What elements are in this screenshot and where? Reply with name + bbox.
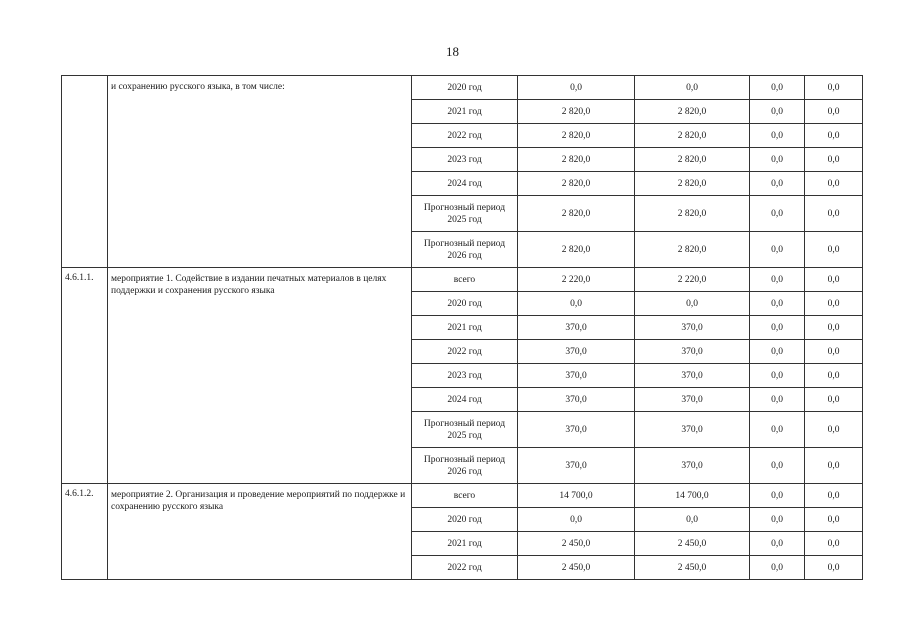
amount-cell: 14 700,0	[518, 484, 635, 508]
amount-cell: 370,0	[518, 448, 635, 484]
amount-cell: 370,0	[518, 316, 635, 340]
amount-cell: 0,0	[750, 268, 805, 292]
amount-cell: 0,0	[750, 76, 805, 100]
item-number	[62, 76, 108, 268]
period-cell: 2022 год	[412, 340, 518, 364]
period-cell: 2022 год	[412, 556, 518, 580]
amount-cell: 0,0	[805, 484, 863, 508]
period-cell: всего	[412, 268, 518, 292]
amount-cell: 0,0	[750, 412, 805, 448]
period-cell: 2020 год	[412, 508, 518, 532]
table-row	[62, 484, 863, 508]
amount-cell: 0,0	[805, 100, 863, 124]
amount-cell: 2 820,0	[518, 232, 635, 268]
amount-cell: 370,0	[518, 340, 635, 364]
amount-cell: 2 450,0	[635, 532, 750, 556]
amount-cell: 0,0	[750, 100, 805, 124]
amount-cell: 0,0	[805, 448, 863, 484]
period-cell: 2024 год	[412, 172, 518, 196]
period-cell: 2020 год	[412, 76, 518, 100]
amount-cell: 0,0	[750, 292, 805, 316]
item-number: 4.6.1.1.	[62, 268, 108, 484]
amount-cell: 0,0	[750, 364, 805, 388]
amount-cell: 370,0	[635, 340, 750, 364]
amount-cell: 370,0	[635, 364, 750, 388]
amount-cell: 370,0	[635, 448, 750, 484]
amount-cell: 370,0	[518, 364, 635, 388]
amount-cell: 370,0	[518, 388, 635, 412]
amount-cell: 0,0	[805, 532, 863, 556]
budget-table	[61, 75, 863, 580]
amount-cell: 0,0	[805, 364, 863, 388]
item-description: и сохранению русского языка, в том числе:	[108, 76, 412, 268]
period-cell: 2023 год	[412, 364, 518, 388]
amount-cell: 370,0	[635, 412, 750, 448]
amount-cell: 0,0	[750, 532, 805, 556]
item-description: мероприятие 1. Содействие в издании печатных материалов в целях поддержки и сохранения русского языка	[108, 268, 412, 484]
amount-cell: 14 700,0	[635, 484, 750, 508]
amount-cell: 2 820,0	[518, 196, 635, 232]
period-cell: 2022 год	[412, 124, 518, 148]
amount-cell: 0,0	[750, 448, 805, 484]
amount-cell: 0,0	[750, 148, 805, 172]
amount-cell: 0,0	[805, 268, 863, 292]
period-cell: Прогнозный период 2025 год	[412, 196, 518, 232]
period-cell: Прогнозный период 2026 год	[412, 448, 518, 484]
amount-cell: 2 820,0	[635, 232, 750, 268]
page-number: 18	[446, 44, 459, 59]
amount-cell: 2 820,0	[518, 148, 635, 172]
amount-cell: 0,0	[518, 292, 635, 316]
amount-cell: 0,0	[750, 316, 805, 340]
amount-cell: 2 820,0	[635, 100, 750, 124]
amount-cell: 0,0	[635, 292, 750, 316]
table-row	[62, 76, 863, 100]
amount-cell: 2 820,0	[518, 172, 635, 196]
item-description: мероприятие 2. Организация и проведение мероприятий по поддержке и сохранению русского языка	[108, 484, 412, 580]
amount-cell: 0,0	[750, 196, 805, 232]
amount-cell: 0,0	[750, 556, 805, 580]
amount-cell: 370,0	[518, 412, 635, 448]
item-number: 4.6.1.2.	[62, 484, 108, 580]
amount-cell: 370,0	[635, 316, 750, 340]
amount-cell: 0,0	[750, 484, 805, 508]
amount-cell: 2 450,0	[518, 556, 635, 580]
amount-cell: 2 820,0	[518, 100, 635, 124]
amount-cell: 2 820,0	[635, 196, 750, 232]
amount-cell: 2 820,0	[518, 124, 635, 148]
amount-cell: 0,0	[805, 124, 863, 148]
amount-cell: 2 820,0	[635, 148, 750, 172]
amount-cell: 0,0	[518, 76, 635, 100]
amount-cell: 0,0	[805, 172, 863, 196]
amount-cell: 0,0	[805, 388, 863, 412]
period-cell: Прогнозный период 2025 год	[412, 412, 518, 448]
amount-cell: 0,0	[805, 508, 863, 532]
period-cell: 2024 год	[412, 388, 518, 412]
amount-cell: 0,0	[805, 556, 863, 580]
amount-cell: 0,0	[805, 196, 863, 232]
period-cell: Прогнозный период 2026 год	[412, 232, 518, 268]
amount-cell: 2 220,0	[635, 268, 750, 292]
amount-cell: 0,0	[750, 124, 805, 148]
amount-cell: 0,0	[750, 232, 805, 268]
amount-cell: 0,0	[750, 340, 805, 364]
amount-cell: 370,0	[635, 388, 750, 412]
amount-cell: 0,0	[750, 508, 805, 532]
table-row	[62, 268, 863, 292]
amount-cell: 0,0	[750, 172, 805, 196]
amount-cell: 0,0	[635, 76, 750, 100]
amount-cell: 0,0	[635, 508, 750, 532]
amount-cell: 0,0	[805, 412, 863, 448]
amount-cell: 2 450,0	[635, 556, 750, 580]
amount-cell: 0,0	[805, 148, 863, 172]
period-cell: 2021 год	[412, 316, 518, 340]
period-cell: 2020 год	[412, 292, 518, 316]
period-cell: 2023 год	[412, 148, 518, 172]
amount-cell: 2 450,0	[518, 532, 635, 556]
amount-cell: 0,0	[805, 232, 863, 268]
amount-cell: 0,0	[805, 76, 863, 100]
amount-cell: 2 220,0	[518, 268, 635, 292]
amount-cell: 2 820,0	[635, 172, 750, 196]
amount-cell: 0,0	[805, 340, 863, 364]
period-cell: 2021 год	[412, 532, 518, 556]
period-cell: 2021 год	[412, 100, 518, 124]
amount-cell: 0,0	[805, 292, 863, 316]
amount-cell: 0,0	[518, 508, 635, 532]
amount-cell: 2 820,0	[635, 124, 750, 148]
amount-cell: 0,0	[750, 388, 805, 412]
amount-cell: 0,0	[805, 316, 863, 340]
period-cell: всего	[412, 484, 518, 508]
